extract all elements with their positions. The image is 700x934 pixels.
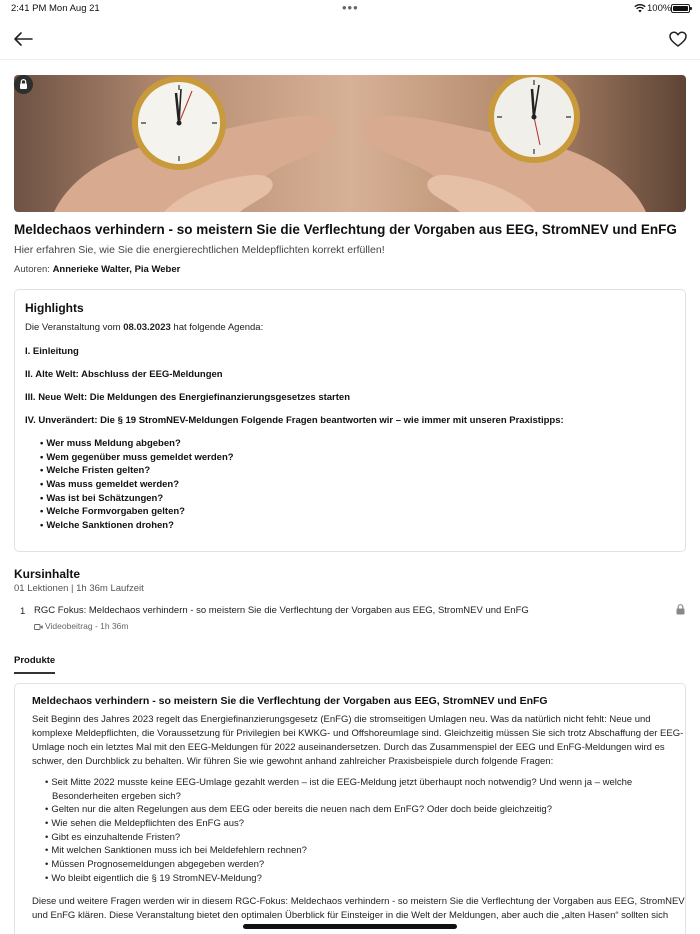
battery-percent: 100% xyxy=(647,3,672,14)
question-item: • Wem gegenüber muss gemeldet werden? xyxy=(40,451,234,465)
questions-list xyxy=(40,437,234,533)
lesson-type-label: Videobeitrag - 1h 36m xyxy=(45,621,129,631)
authors-names: Annerieke Walter, Pia Weber xyxy=(52,264,181,275)
arrow-left-icon[interactable] xyxy=(12,30,34,48)
product-questions-list xyxy=(45,776,632,886)
product-text-line: schwer, den Durchblick zu behalten. Wir führen Sie wie gewohnt anhand zahlreicher Praxisbeispiele durch folgende Fragen: xyxy=(32,756,554,767)
product-question-item: • Seit Mitte 2022 musste keine EEG-Umlage gezahlt werden – ist die EEG-Meldung jetzt überhaupt noch notwendig? Und wenn ja – welche xyxy=(45,776,632,790)
product-text-line: Seit Beginn des Jahres 2023 regelt das Energiefinanzierungsgesetz (EnFG) die stromseitigen Umlagen neu. Was da natürlich nicht fehlt: Neue und xyxy=(32,714,651,725)
intro-suffix: hat folgende Agenda: xyxy=(173,322,264,333)
question-item: • Welche Sanktionen drohen? xyxy=(40,519,234,533)
authors-label: Autoren: xyxy=(14,264,50,275)
course-title: Meldechaos verhindern - so meistern Sie die Verflechtung der Vorgaben aus EEG, StromNEV und EnFG xyxy=(14,222,677,237)
highlights-card xyxy=(14,289,686,552)
question-item: • Was ist bei Schätzungen? xyxy=(40,492,234,506)
question-item: • Welche Formvorgaben gelten? xyxy=(40,505,234,519)
product-question-item: • Müssen Prognosemeldungen abgegeben werden? xyxy=(45,858,632,872)
agenda-item: III. Neue Welt: Die Meldungen des Energiefinanzierungsgesetzes starten xyxy=(25,392,351,403)
course-content-heading: Kursinhalte xyxy=(14,567,81,581)
highlights-intro xyxy=(25,322,263,333)
product-question-item: • Mit welchen Sanktionen muss ich bei Meldefehlern rechnen? xyxy=(45,844,632,858)
product-heading: Meldechaos verhindern - so meistern Sie die Verflechtung der Vorgaben aus EEG, StromNEV und EnFG xyxy=(32,695,548,707)
intro-prefix: Die Veranstaltung vom xyxy=(25,322,121,333)
tab-produkte[interactable]: Produkte xyxy=(14,655,55,674)
lock-icon xyxy=(14,75,33,94)
home-indicator[interactable] xyxy=(243,924,457,929)
product-text-line: Diese und weitere Fragen werden wir in diesem RGC-Fokus: Meldechaos verhindern - so meistern Sie die Verflechtung der Vorgaben aus EEG, StromNEV xyxy=(32,896,685,907)
course-authors xyxy=(14,264,180,275)
agenda-item: IV. Unverändert: Die § 19 StromNEV-Meldungen Folgende Fragen beantworten wir – wie immer mit unseren Praxistipps: xyxy=(25,415,564,426)
product-card xyxy=(14,683,686,934)
product-question-item: • Gelten nur die alten Regelungen aus dem EEG oder bereits die neuen nach dem EnFG? Oder doch beide gleichzeitig? xyxy=(45,803,632,817)
wifi-icon xyxy=(634,3,646,13)
product-question-item: • Wie sehen die Meldepflichten des EnFG aus? xyxy=(45,817,632,831)
question-item: • Wer muss Meldung abgeben? xyxy=(40,437,234,451)
video-icon xyxy=(34,624,43,630)
product-text-line: und EnFG klären. Diese Veranstaltung bietet den optimalen Überblick für Einsteiger in die Welt der Meldungen, aber auch die „alten Hasen“ sollten sich xyxy=(32,910,669,921)
lesson-type xyxy=(34,621,128,631)
product-question-item: Besonderheiten ergeben sich? xyxy=(52,790,181,802)
status-time: 2:41 PM xyxy=(11,3,47,14)
multitasking-dots-icon[interactable]: ••• xyxy=(342,0,359,15)
status-date: Mon Aug 21 xyxy=(49,3,100,14)
intro-date: 08.03.2023 xyxy=(123,322,171,333)
highlights-heading: Highlights xyxy=(25,301,84,315)
lesson-lock-icon xyxy=(676,604,685,615)
product-question-item: • Gibt es einzuhaltende Fristen? xyxy=(45,831,632,845)
lesson-number: 1 xyxy=(20,606,26,617)
product-text-line: komplexe Meldepflichten, die Voraussetzung für Privilegien bei KWKG- und Offshoreumlage sind. Gleichzeitig müssen Sie sich trotz Abschaffung der EEG- xyxy=(32,728,684,739)
agenda-item: II. Alte Welt: Abschluss der EEG-Meldungen xyxy=(25,369,223,380)
question-item: • Was muss gemeldet werden? xyxy=(40,478,234,492)
clocks-in-hands-illustration xyxy=(14,75,686,212)
product-question-item: • Wo bleibt eigentlich die § 19 StromNEV-Meldung? xyxy=(45,872,632,886)
question-item: • Welche Fristen gelten? xyxy=(40,464,234,478)
lesson-title[interactable]: RGC Fokus: Meldechaos verhindern - so meistern Sie die Verflechtung der Vorgaben aus EEG, StromNEV und EnFG xyxy=(34,605,529,616)
status-bar xyxy=(0,0,700,18)
top-navigation xyxy=(0,24,700,60)
lesson-item[interactable] xyxy=(14,602,686,632)
agenda-item: I. Einleitung xyxy=(25,346,79,357)
course-subtitle: Hier erfahren Sie, wie Sie die energierechtlichen Meldepflichten korrekt erfüllen! xyxy=(14,244,385,256)
product-text-line: Umlage noch ein letztes Mal mit den EEG-Meldungen für 2022 auseinandersetzen. Durch das Zusammenspiel der EEG und EnFG-Meldungen wird es xyxy=(32,742,665,753)
course-hero-image xyxy=(14,75,686,212)
course-content-meta: 01 Lektionen | 1h 36m Laufzeit xyxy=(14,583,144,594)
battery-icon xyxy=(671,4,690,13)
heart-icon[interactable] xyxy=(668,30,688,48)
